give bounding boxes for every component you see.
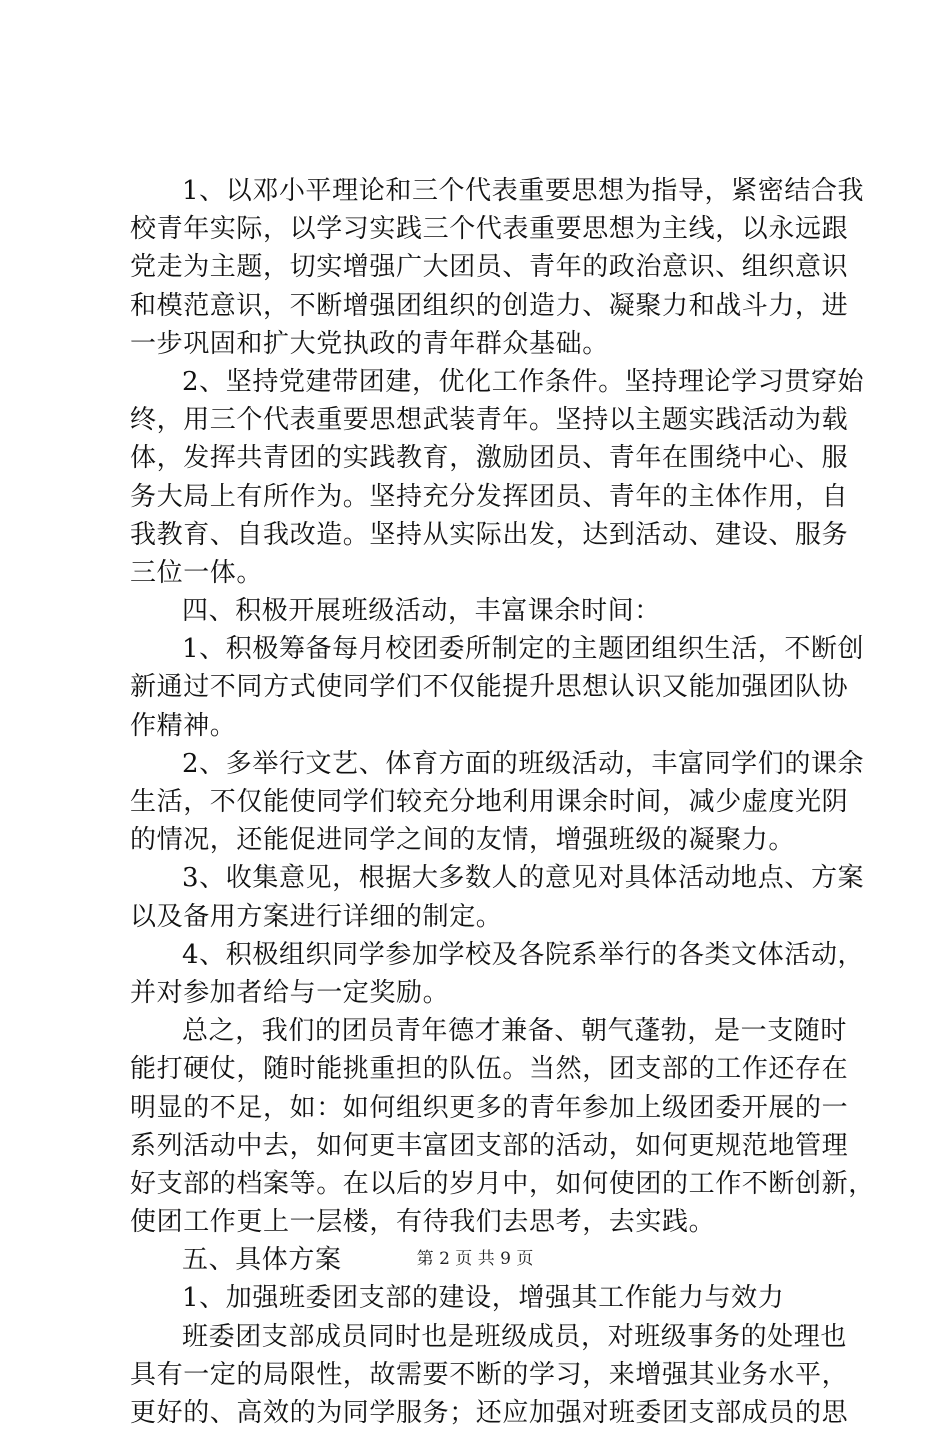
document-body	[130, 172, 875, 1432]
text-line: 明显的不足，如：如何组织更多的青年参加上级团委开展的一	[130, 1092, 849, 1123]
text-line: 好支部的档案等。在以后的岁月中，如何使团的工作不断创新，	[130, 1168, 875, 1199]
text-line: 终，用三个代表重要思想武装青年。坚持以主题实践活动为载	[130, 405, 849, 436]
text-line: 系列活动中去，如何更丰富团支部的活动，如何更规范地管理	[130, 1130, 849, 1161]
text-line: 生活，不仅能使同学们较充分地利用课余时间，减少虚度光阴	[130, 787, 849, 817]
text-line: 更好的、高效的为同学服务；还应加强对班委团支部成员的思	[130, 1398, 849, 1428]
text-line: 体，发挥共青团的实践教育，激励团员、青年在围绕中心、服	[130, 443, 849, 474]
text-line: 和模范意识，不断增强团组织的创造力、凝聚力和战斗力，进	[130, 290, 849, 321]
text-line: 能打硬仗，随时能挑重担的队伍。当然，团支部的工作还存在	[130, 1054, 849, 1085]
text-line: 一步巩固和扩大党执政的青年群众基础。	[130, 328, 609, 359]
text-line: 校青年实际，以学习实践三个代表重要思想为主线，以永远跟	[130, 214, 849, 245]
text-line: 我教育、自我改造。坚持从实际出发，达到活动、建设、服务	[130, 519, 849, 550]
text-line: 使团工作更上一层楼，有待我们去思考，去实践。	[130, 1207, 716, 1238]
text-line: 四、积极开展班级活动，丰富课余时间：	[182, 596, 661, 627]
text-line: 作精神。	[130, 710, 237, 741]
text-line: 1、加强班委团支部的建设，增强其工作能力与效力	[182, 1283, 785, 1314]
text-line: 1、以邓小平理论和三个代表重要思想为指导，紧密结合我	[182, 176, 865, 206]
text-line: 具有一定的局限性，故需要不断的学习，来增强其业务水平，	[130, 1359, 849, 1390]
text-line: 新通过不同方式使同学们不仅能提升思想认识又能加强团队协	[130, 672, 849, 703]
text-line: 2、多举行文艺、体育方面的班级活动，丰富同学们的课余	[182, 748, 865, 779]
text-line: 2、坚持党建带团建，优化工作条件。坚持理论学习贯穿始	[182, 366, 865, 397]
text-line: 三位一体。	[130, 557, 264, 588]
text-line: 务大局上有所作为。坚持充分发挥团员、青年的主体作用，自	[130, 481, 849, 512]
text-line: 党走为主题，切实增强广大团员、青年的政治意识、组织意识	[130, 252, 849, 283]
text-line: 班委团支部成员同时也是班级成员，对班级事务的处理也	[182, 1321, 848, 1352]
text-line: 的情况，还能促进同学之间的友情，增强班级的凝聚力。	[130, 825, 796, 856]
text-line: 1、积极筹备每月校团委所制定的主题团组织生活，不断创	[182, 634, 865, 665]
text-line: 五、具体方案	[182, 1245, 342, 1276]
page-footer: 第 2 页 共 9 页	[416, 1249, 534, 1269]
text-line: 以及备用方案进行详细的制定。	[130, 901, 503, 932]
text-line: 并对参加者给与一定奖励。	[130, 977, 450, 1008]
text-line: 3、收集意见，根据大多数人的意见对具体活动地点、方案	[182, 863, 865, 894]
text-line: 4、积极组织同学参加学校及各院系举行的各类文体活动，	[182, 939, 865, 970]
text-line: 总之，我们的团员青年德才兼备、朝气蓬勃，是一支随时	[182, 1016, 848, 1047]
